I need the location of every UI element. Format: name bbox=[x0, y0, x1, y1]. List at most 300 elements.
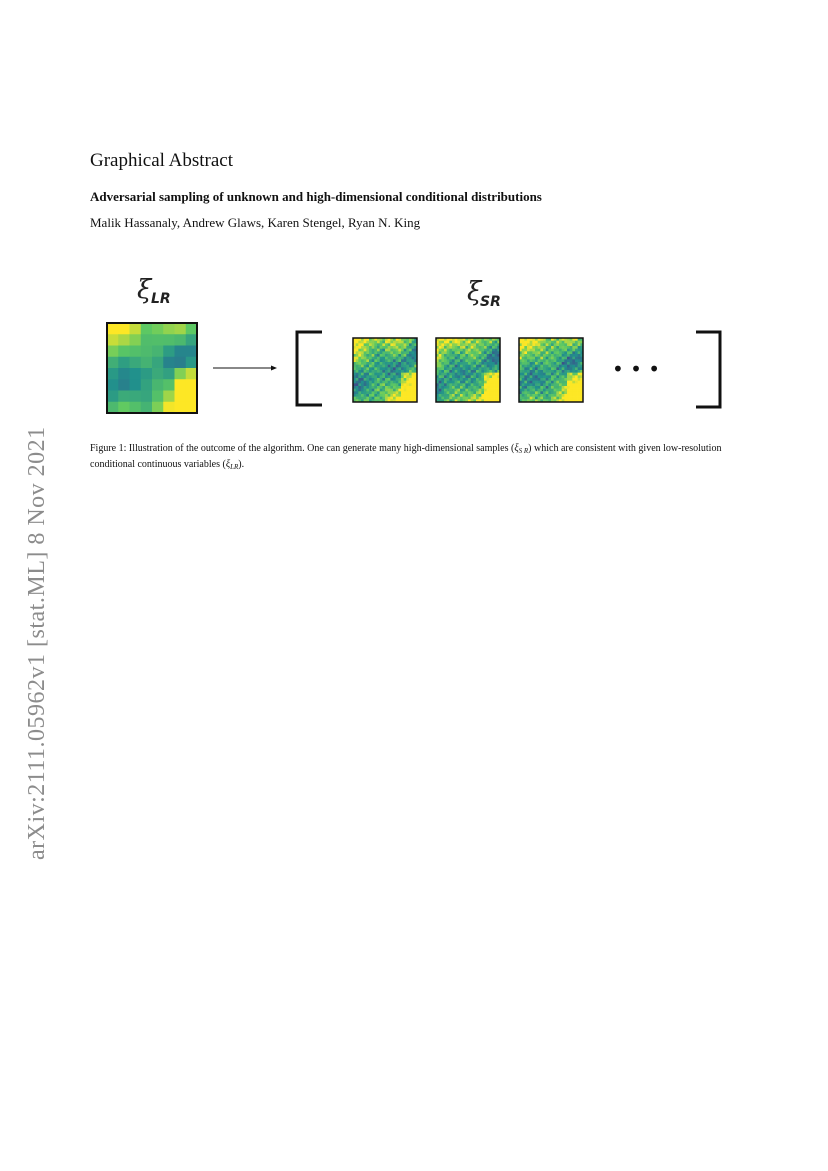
sr-pixel bbox=[538, 362, 541, 365]
lr-pixel bbox=[130, 334, 142, 346]
sr-pixel bbox=[380, 378, 383, 381]
sr-pixel bbox=[455, 362, 458, 365]
sr-pixel bbox=[356, 386, 359, 389]
lr-pixel bbox=[118, 402, 130, 414]
sr-pixel bbox=[401, 349, 404, 352]
sr-pixel bbox=[578, 354, 581, 357]
sr-pixel bbox=[492, 359, 495, 362]
sr-pixel bbox=[452, 343, 455, 346]
sr-pixel bbox=[372, 359, 375, 362]
sr-pixel bbox=[372, 346, 375, 349]
sr-pixel bbox=[554, 354, 557, 357]
sr-pixel bbox=[465, 381, 468, 384]
sr-pixel bbox=[457, 381, 460, 384]
sr-pixel bbox=[524, 343, 527, 346]
sr-pixel bbox=[465, 351, 468, 354]
sr-pixel bbox=[390, 375, 393, 378]
sr-pixel bbox=[361, 351, 364, 354]
sr-pixel bbox=[369, 391, 372, 394]
sr-pixel bbox=[468, 386, 471, 389]
sr-pixel bbox=[396, 378, 399, 381]
sr-pixel bbox=[489, 354, 492, 357]
sr-pixel bbox=[484, 373, 487, 376]
sr-pixel bbox=[575, 381, 578, 384]
sr-pixel bbox=[530, 349, 533, 352]
sr-pixel bbox=[522, 367, 525, 370]
sr-pixel bbox=[452, 373, 455, 376]
sr-pixel bbox=[543, 351, 546, 354]
sr-pixel bbox=[484, 349, 487, 352]
sr-pixel bbox=[398, 357, 401, 360]
lr-pixel bbox=[175, 334, 187, 346]
sr-pixel bbox=[546, 391, 549, 394]
sr-pixel bbox=[361, 389, 364, 392]
sr-pixel bbox=[479, 362, 482, 365]
sr-pixel bbox=[380, 367, 383, 370]
sr-pixel bbox=[449, 346, 452, 349]
sr-pixel bbox=[439, 346, 442, 349]
sr-pixel bbox=[460, 381, 463, 384]
sr-pixel bbox=[364, 378, 367, 381]
lr-pixel bbox=[107, 379, 119, 391]
sr-pixel bbox=[522, 373, 525, 376]
sr-pixel bbox=[468, 375, 471, 378]
sr-pixel bbox=[540, 349, 543, 352]
sr-pixel bbox=[358, 386, 361, 389]
caption-subscript-lr: LR bbox=[230, 463, 239, 471]
sr-pixel bbox=[578, 373, 581, 376]
sr-pixel bbox=[548, 394, 551, 397]
sr-pixel bbox=[396, 389, 399, 392]
sr-pixel bbox=[492, 341, 495, 344]
sr-pixel bbox=[572, 367, 575, 370]
sr-pixel bbox=[530, 341, 533, 344]
sr-pixel bbox=[452, 383, 455, 386]
sr-pixel bbox=[572, 365, 575, 368]
sr-pixel bbox=[380, 359, 383, 362]
sr-pixel bbox=[473, 383, 476, 386]
sr-pixel bbox=[412, 362, 415, 365]
lr-image bbox=[107, 323, 197, 413]
sr-pixel bbox=[406, 343, 409, 346]
sr-pixel bbox=[398, 383, 401, 386]
sr-pixel bbox=[398, 373, 401, 376]
sr-pixel bbox=[567, 389, 570, 392]
sr-pixel bbox=[476, 362, 479, 365]
sr-pixel bbox=[393, 373, 396, 376]
sr-pixel bbox=[481, 394, 484, 397]
sr-pixel bbox=[452, 346, 455, 349]
sr-pixel bbox=[564, 383, 567, 386]
sr-pixel bbox=[382, 370, 385, 373]
sr-pixel bbox=[562, 397, 565, 400]
sr-pixel bbox=[356, 343, 359, 346]
sr-pixel bbox=[390, 383, 393, 386]
sr-pixel bbox=[546, 394, 549, 397]
sr-pixel bbox=[364, 367, 367, 370]
sr-pixel bbox=[548, 397, 551, 400]
sr-pixel bbox=[441, 397, 444, 400]
sr-pixel bbox=[444, 375, 447, 378]
sr-pixel bbox=[366, 349, 369, 352]
sr-pixel bbox=[532, 362, 535, 365]
sr-pixel bbox=[377, 349, 380, 352]
sr-pixel bbox=[556, 397, 559, 400]
sr-pixel bbox=[578, 397, 581, 400]
sr-pixel bbox=[538, 381, 541, 384]
sr-pixel bbox=[404, 367, 407, 370]
sr-pixel bbox=[559, 343, 562, 346]
sr-pixel bbox=[455, 343, 458, 346]
sr-pixel bbox=[492, 383, 495, 386]
sr-pixel bbox=[398, 378, 401, 381]
sr-pixel bbox=[364, 351, 367, 354]
sr-pixel bbox=[540, 394, 543, 397]
sr-pixel bbox=[473, 375, 476, 378]
sr-pixel bbox=[564, 378, 567, 381]
lr-pixel bbox=[163, 368, 175, 380]
sr-pixel bbox=[455, 365, 458, 368]
sr-pixel bbox=[409, 357, 412, 360]
sr-pixel bbox=[455, 346, 458, 349]
sr-pixel bbox=[358, 341, 361, 344]
sr-pixel bbox=[551, 357, 554, 360]
sr-pixel bbox=[559, 391, 562, 394]
sr-pixel bbox=[578, 367, 581, 370]
sr-pixel bbox=[374, 351, 377, 354]
sr-pixel bbox=[527, 370, 530, 373]
sr-pixel bbox=[540, 359, 543, 362]
sr-pixel bbox=[556, 383, 559, 386]
sr-pixel bbox=[575, 354, 578, 357]
sr-pixel bbox=[538, 359, 541, 362]
sr-pixel bbox=[393, 375, 396, 378]
sr-pixel bbox=[393, 383, 396, 386]
sr-pixel bbox=[452, 351, 455, 354]
sr-pixel bbox=[441, 351, 444, 354]
sr-pixel bbox=[439, 357, 442, 360]
sr-pixel bbox=[447, 365, 450, 368]
sr-pixel bbox=[409, 373, 412, 376]
sr-pixel bbox=[460, 359, 463, 362]
sr-pixel bbox=[564, 373, 567, 376]
sr-pixel bbox=[356, 373, 359, 376]
sr-pixel bbox=[444, 365, 447, 368]
sr-pixel bbox=[452, 367, 455, 370]
sr-pixel bbox=[390, 391, 393, 394]
sr-pixel bbox=[457, 349, 460, 352]
sr-pixel bbox=[524, 370, 527, 373]
sr-pixel bbox=[484, 362, 487, 365]
sr-pixel bbox=[535, 367, 538, 370]
sr-pixel bbox=[358, 370, 361, 373]
sr-pixel bbox=[564, 346, 567, 349]
sr-pixel bbox=[366, 365, 369, 368]
sr-pixel bbox=[393, 367, 396, 370]
sr-pixel bbox=[398, 354, 401, 357]
sr-pixel bbox=[546, 389, 549, 392]
sr-pixel bbox=[546, 378, 549, 381]
sr-pixel bbox=[364, 383, 367, 386]
sr-pixel bbox=[447, 343, 450, 346]
sr-pixel bbox=[401, 391, 404, 394]
caption-symbol-sr: ξ bbox=[514, 443, 519, 454]
sr-pixel bbox=[404, 354, 407, 357]
sr-pixel bbox=[369, 362, 372, 365]
sr-pixel bbox=[439, 389, 442, 392]
sr-pixel bbox=[471, 375, 474, 378]
sr-pixel bbox=[366, 373, 369, 376]
sr-pixel bbox=[551, 354, 554, 357]
sr-pixel bbox=[377, 351, 380, 354]
sr-pixel bbox=[406, 391, 409, 394]
sr-pixel bbox=[527, 343, 530, 346]
sr-pixel bbox=[465, 349, 468, 352]
sr-pixel bbox=[460, 349, 463, 352]
sr-pixel bbox=[463, 389, 466, 392]
sr-pixel bbox=[377, 370, 380, 373]
sr-pixel bbox=[372, 367, 375, 370]
sr-pixel bbox=[382, 367, 385, 370]
sr-pixel bbox=[473, 365, 476, 368]
sr-pixel bbox=[382, 362, 385, 365]
sr-pixel bbox=[578, 375, 581, 378]
sr-pixel bbox=[540, 351, 543, 354]
sr-pixel bbox=[487, 391, 490, 394]
sr-pixel bbox=[356, 354, 359, 357]
sr-pixel bbox=[532, 365, 535, 368]
sr-pixel bbox=[567, 346, 570, 349]
sr-pixel bbox=[369, 381, 372, 384]
sr-pixel bbox=[369, 383, 372, 386]
sr-pixel bbox=[385, 343, 388, 346]
sr-pixel bbox=[575, 343, 578, 346]
sr-pixel bbox=[489, 362, 492, 365]
sr-pixel bbox=[372, 381, 375, 384]
sr-pixel bbox=[460, 346, 463, 349]
sr-pixel bbox=[570, 349, 573, 352]
sr-pixel bbox=[449, 341, 452, 344]
sr-pixel bbox=[567, 343, 570, 346]
sr-pixel bbox=[382, 343, 385, 346]
sr-pixel bbox=[468, 381, 471, 384]
sr-pixel bbox=[554, 349, 557, 352]
sr-pixel bbox=[380, 365, 383, 368]
sr-pixel bbox=[522, 365, 525, 368]
sr-pixel bbox=[535, 359, 538, 362]
sr-pixel bbox=[447, 383, 450, 386]
sr-pixel bbox=[390, 349, 393, 352]
sr-pixel bbox=[369, 359, 372, 362]
sr-pixel bbox=[559, 367, 562, 370]
sr-pixel bbox=[401, 343, 404, 346]
sr-pixel bbox=[532, 351, 535, 354]
sr-pixel bbox=[548, 341, 551, 344]
sr-pixel bbox=[543, 394, 546, 397]
sr-pixel bbox=[457, 362, 460, 365]
sr-pixel bbox=[530, 381, 533, 384]
sr-pixel bbox=[377, 362, 380, 365]
sr-pixel bbox=[401, 354, 404, 357]
sr-pixel bbox=[393, 349, 396, 352]
sr-pixel bbox=[398, 394, 401, 397]
sr-pixel bbox=[465, 370, 468, 373]
sr-pixel bbox=[374, 378, 377, 381]
sr-pixel bbox=[468, 367, 471, 370]
sr-pixel bbox=[361, 370, 364, 373]
sr-pixel bbox=[524, 397, 527, 400]
sr-pixel bbox=[481, 365, 484, 368]
sr-pixel bbox=[409, 375, 412, 378]
sr-pixel bbox=[540, 375, 543, 378]
sr-pixel bbox=[447, 357, 450, 360]
sr-pixel bbox=[374, 397, 377, 400]
sr-pixel bbox=[390, 378, 393, 381]
sr-pixel bbox=[364, 381, 367, 384]
sr-pixel bbox=[471, 357, 474, 360]
sr-pixel bbox=[548, 354, 551, 357]
sr-pixel bbox=[578, 378, 581, 381]
sr-pixel bbox=[358, 375, 361, 378]
sr-pixel bbox=[406, 362, 409, 365]
sr-pixel bbox=[532, 373, 535, 376]
sr-pixel bbox=[364, 349, 367, 352]
sr-pixel bbox=[535, 349, 538, 352]
sr-pixel bbox=[572, 346, 575, 349]
sr-pixel bbox=[481, 370, 484, 373]
sr-pixel bbox=[406, 367, 409, 370]
sr-pixel bbox=[471, 389, 474, 392]
sr-pixel bbox=[465, 397, 468, 400]
sr-pixel bbox=[393, 346, 396, 349]
sr-pixel bbox=[556, 351, 559, 354]
sr-pixel bbox=[473, 373, 476, 376]
sr-pixel bbox=[364, 389, 367, 392]
sr-pixel bbox=[535, 378, 538, 381]
sr-pixel bbox=[554, 397, 557, 400]
sr-pixel bbox=[540, 367, 543, 370]
sr-pixel bbox=[575, 365, 578, 368]
sr-pixel bbox=[572, 397, 575, 400]
sr-pixel bbox=[471, 381, 474, 384]
sr-pixel bbox=[409, 359, 412, 362]
sr-pixel bbox=[484, 354, 487, 357]
sr-pixel bbox=[538, 370, 541, 373]
sr-pixel bbox=[546, 343, 549, 346]
sr-pixel bbox=[524, 367, 527, 370]
lr-pixel bbox=[130, 402, 142, 414]
sr-pixel bbox=[524, 359, 527, 362]
sr-pixel bbox=[481, 359, 484, 362]
sr-pixel bbox=[546, 349, 549, 352]
sr-pixel bbox=[546, 362, 549, 365]
sr-pixel bbox=[522, 383, 525, 386]
sr-pixel bbox=[559, 357, 562, 360]
sr-pixel bbox=[441, 341, 444, 344]
sr-pixel bbox=[356, 383, 359, 386]
sr-pixel bbox=[439, 391, 442, 394]
sr-pixel bbox=[463, 383, 466, 386]
sr-pixel bbox=[487, 354, 490, 357]
sr-pixel bbox=[463, 349, 466, 352]
sr-pixel bbox=[554, 341, 557, 344]
sr-pixel bbox=[473, 378, 476, 381]
sr-pixel bbox=[390, 357, 393, 360]
sr-pixel bbox=[382, 378, 385, 381]
sr-pixel bbox=[390, 386, 393, 389]
sr-pixel bbox=[444, 370, 447, 373]
sr-pixel bbox=[578, 359, 581, 362]
sr-pixel bbox=[465, 389, 468, 392]
sr-pixel bbox=[540, 381, 543, 384]
sr-pixel bbox=[564, 351, 567, 354]
sr-pixel bbox=[361, 373, 364, 376]
sr-pixel bbox=[447, 349, 450, 352]
sr-pixel bbox=[388, 362, 391, 365]
sr-pixel bbox=[556, 341, 559, 344]
sr-pixel bbox=[532, 354, 535, 357]
sr-pixel bbox=[393, 351, 396, 354]
sr-pixel bbox=[409, 346, 412, 349]
sr-pixel bbox=[377, 386, 380, 389]
sr-pixel bbox=[447, 346, 450, 349]
lr-pixel bbox=[152, 391, 164, 403]
lr-symbol: ξ bbox=[137, 275, 152, 305]
sr-pixel bbox=[372, 362, 375, 365]
sr-pixel bbox=[468, 354, 471, 357]
sr-pixel bbox=[390, 381, 393, 384]
sr-pixel bbox=[372, 354, 375, 357]
sr-pixel bbox=[409, 378, 412, 381]
sr-pixel bbox=[388, 383, 391, 386]
sr-pixel bbox=[572, 370, 575, 373]
sr-pixel bbox=[524, 381, 527, 384]
sr-pixel bbox=[527, 375, 530, 378]
sr-pixel bbox=[546, 354, 549, 357]
sr-pixel bbox=[575, 370, 578, 373]
sr-pixel bbox=[449, 394, 452, 397]
sr-pixel bbox=[398, 343, 401, 346]
sr-pixel bbox=[487, 341, 490, 344]
sr-pixel bbox=[551, 378, 554, 381]
sr-pixel bbox=[382, 389, 385, 392]
sr-pixel bbox=[471, 386, 474, 389]
sr-pixel bbox=[489, 341, 492, 344]
sr-pixel bbox=[481, 375, 484, 378]
sr-pixel bbox=[479, 386, 482, 389]
sr-pixel bbox=[390, 341, 393, 344]
sr-pixel bbox=[439, 343, 442, 346]
sr-pixel bbox=[409, 354, 412, 357]
sr-pixel bbox=[401, 367, 404, 370]
sr-pixel bbox=[479, 389, 482, 392]
sr-pixel bbox=[404, 381, 407, 384]
sr-pixel bbox=[492, 381, 495, 384]
sr-pixel bbox=[377, 357, 380, 360]
sr-pixel bbox=[535, 373, 538, 376]
sr-pixel bbox=[567, 383, 570, 386]
sr-pixel bbox=[548, 375, 551, 378]
sr-pixel bbox=[382, 341, 385, 344]
sr-pixel bbox=[465, 362, 468, 365]
sr-pixel bbox=[562, 394, 565, 397]
sr-pixel bbox=[412, 378, 415, 381]
sr-pixel bbox=[575, 386, 578, 389]
sr-pixel bbox=[548, 378, 551, 381]
sr-pixel bbox=[412, 391, 415, 394]
sr-pixel bbox=[476, 365, 479, 368]
sr-pixel bbox=[374, 375, 377, 378]
